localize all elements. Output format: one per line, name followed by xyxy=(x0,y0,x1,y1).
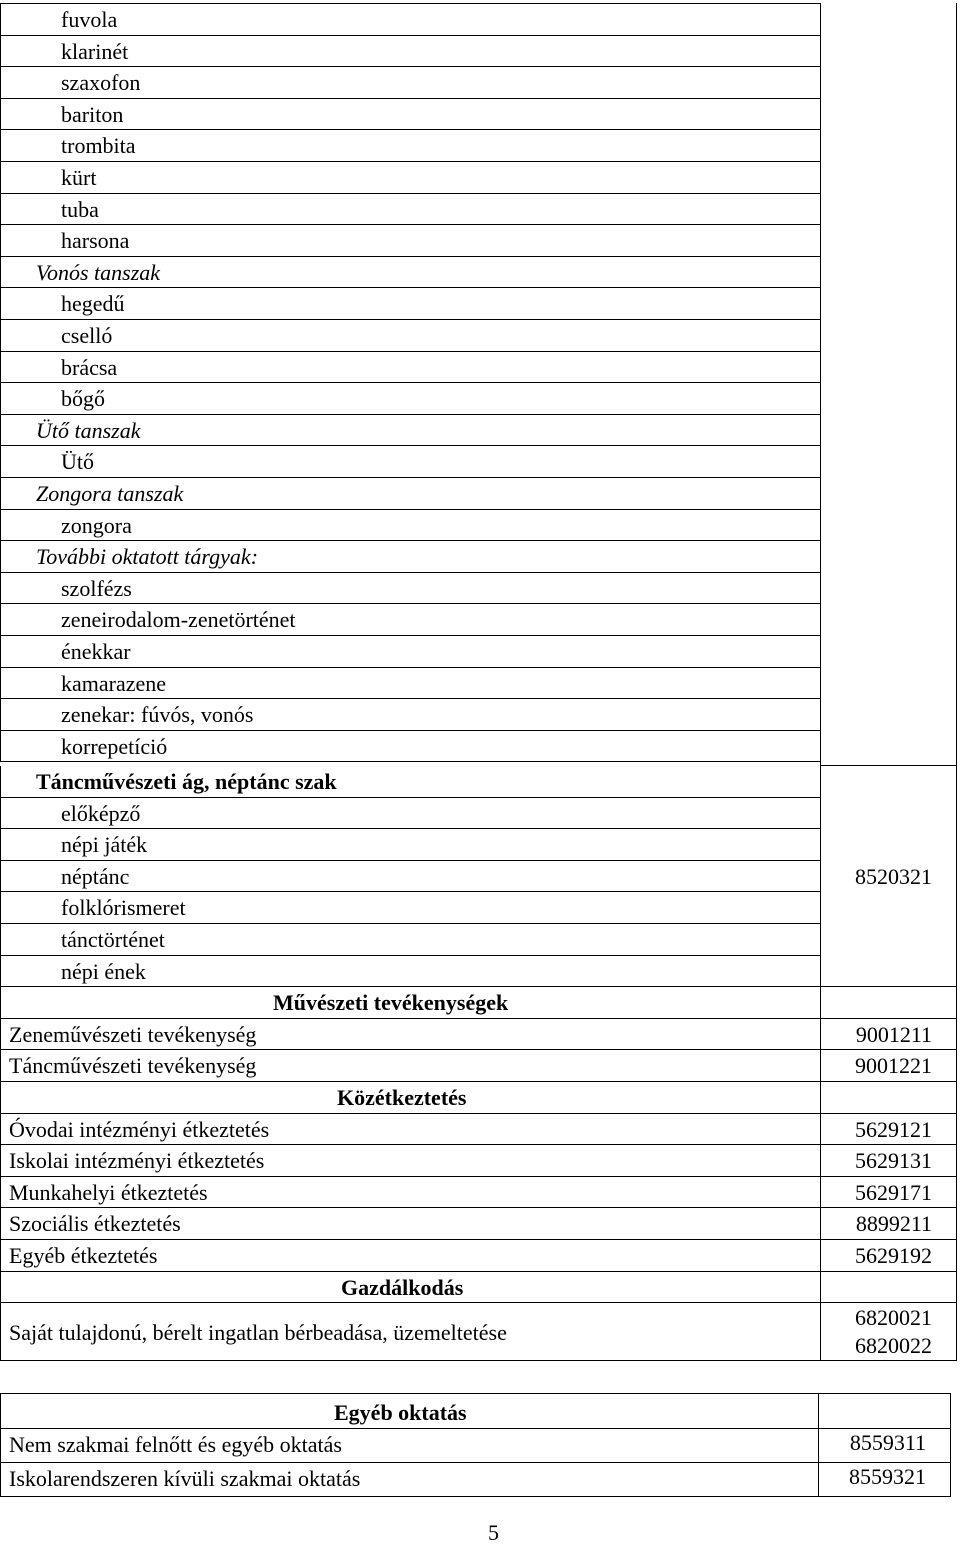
dance-code: 8520321 xyxy=(855,864,932,889)
instrument-row xyxy=(0,225,957,257)
row-code: 9001211 xyxy=(855,1021,932,1047)
instrument-label: szaxofon xyxy=(61,70,141,96)
label-cell xyxy=(0,1145,820,1177)
label-cell xyxy=(0,1272,820,1304)
catering-row xyxy=(0,1177,957,1209)
dance-subject-label: folklórismeret xyxy=(61,895,186,921)
label-cell xyxy=(0,288,820,320)
instrument-row xyxy=(0,320,957,352)
label-cell xyxy=(0,320,820,352)
dance-row xyxy=(0,892,957,924)
arts-row xyxy=(0,1050,957,1082)
label-cell xyxy=(0,1177,820,1209)
label-cell xyxy=(0,478,820,510)
label-cell xyxy=(0,1082,820,1114)
label-cell xyxy=(0,225,820,257)
row-label: Iskolarendszeren kívüli szakmai oktatás xyxy=(9,1466,361,1491)
row-label: Egyéb étkeztetés xyxy=(9,1243,158,1268)
label-cell xyxy=(0,636,820,668)
instrument-row xyxy=(0,194,957,226)
code-cell xyxy=(820,1082,957,1114)
row-label: Munkahelyi étkeztetés xyxy=(9,1179,208,1205)
label-cell xyxy=(0,194,820,226)
label-cell xyxy=(0,446,820,478)
instrument-label: Ütő tanszak xyxy=(36,417,141,443)
table2-header-row xyxy=(0,1393,951,1429)
page-number: 5 xyxy=(488,1520,499,1545)
instrument-row xyxy=(0,415,957,447)
instrument-row xyxy=(0,604,957,636)
dance-row xyxy=(0,861,957,893)
row-code: 6820021 xyxy=(855,1305,932,1331)
instrument-label: zongora xyxy=(61,512,132,538)
label-cell xyxy=(0,1303,820,1361)
instrument-label: korrepetíció xyxy=(61,733,168,759)
instrument-row xyxy=(0,4,957,36)
instrument-row xyxy=(0,257,957,289)
instrument-label: bőgő xyxy=(61,386,105,412)
label-cell xyxy=(0,99,820,131)
label-cell xyxy=(0,1208,820,1240)
label-cell xyxy=(0,1240,820,1272)
row-code: 5629131 xyxy=(855,1148,932,1174)
instrument-label: brácsa xyxy=(61,354,118,380)
management-row xyxy=(0,1303,957,1361)
instrument-label: fuvola xyxy=(61,7,118,32)
label-cell xyxy=(0,892,820,924)
instrument-label: kamarazene xyxy=(61,670,167,696)
dance-row xyxy=(0,798,957,830)
code-cell xyxy=(820,1303,957,1361)
label-cell xyxy=(0,4,820,36)
dance-subject-label: néptánc xyxy=(61,863,130,889)
label-cell xyxy=(0,415,820,447)
instrument-row xyxy=(0,668,957,700)
instrument-row xyxy=(0,510,957,542)
instrument-label: kürt xyxy=(61,165,97,190)
table2-row xyxy=(0,1429,951,1463)
dance-subject-label: előképző xyxy=(61,800,141,826)
instrument-row xyxy=(0,99,957,131)
instrument-label: szolfézs xyxy=(61,575,132,601)
row-code: 8559311 xyxy=(849,1430,926,1455)
label-cell xyxy=(0,861,820,893)
code-cell xyxy=(820,1240,957,1272)
row-label: Iskolai intézményi étkeztetés xyxy=(9,1148,265,1174)
instrument-label: zenekar: fúvós, vonós xyxy=(61,702,254,728)
code-cell xyxy=(818,1463,951,1497)
management-header-row xyxy=(0,1272,957,1304)
instrument-label: zeneirodalom-zenetörténet xyxy=(61,607,296,633)
section-header: Művészeti tevékenységek xyxy=(273,990,509,1016)
row-label: Saját tulajdonú, bérelt ingatlan bérbeadása, üzemeltetése xyxy=(9,1320,507,1346)
instrument-row xyxy=(0,446,957,478)
instrument-label: tuba xyxy=(61,196,99,222)
label-cell xyxy=(0,257,820,289)
row-label: Táncművészeti tevékenység xyxy=(9,1053,257,1079)
instrument-row xyxy=(0,130,957,162)
catering-row xyxy=(0,1208,957,1240)
instrument-row xyxy=(0,541,957,573)
label-cell xyxy=(0,383,820,415)
instrument-row xyxy=(0,699,957,731)
instrument-label: Zongora tanszak xyxy=(36,481,184,506)
dance-row xyxy=(0,924,957,956)
dance-code-cell xyxy=(820,766,957,987)
row-label: Óvodai intézményi étkeztetés xyxy=(9,1116,270,1142)
dance-row xyxy=(0,956,957,988)
code-cell xyxy=(818,1393,951,1429)
instrument-label: harsona xyxy=(61,228,130,254)
dance-subject-label: népi játék xyxy=(61,832,148,858)
catering-row xyxy=(0,1240,957,1272)
instrument-label: klarinét xyxy=(61,38,129,64)
label-cell xyxy=(0,798,820,830)
label-cell xyxy=(0,1019,820,1051)
instrument-label: Vonós tanszak xyxy=(36,259,161,285)
label-cell xyxy=(0,987,820,1019)
instrument-row xyxy=(0,478,957,510)
code-cell xyxy=(820,987,957,1019)
row-code: 5629192 xyxy=(855,1243,932,1268)
row-code: 8559321 xyxy=(849,1464,926,1489)
instrument-row xyxy=(0,162,957,194)
row-label: Zeneművészeti tevékenység xyxy=(9,1021,257,1047)
instrument-row xyxy=(0,352,957,384)
catering-row xyxy=(0,1145,957,1177)
row-code: 6820022 xyxy=(855,1333,932,1359)
label-cell xyxy=(0,67,820,99)
instrument-label: trombita xyxy=(61,133,136,159)
label-cell xyxy=(0,1463,818,1497)
code-cell xyxy=(820,1019,957,1051)
section-header: Gazdálkodás xyxy=(341,1274,464,1300)
label-cell xyxy=(0,130,820,162)
section-header: Egyéb oktatás xyxy=(334,1400,467,1425)
dance-subject-label: népi ének xyxy=(61,958,146,984)
row-code: 5629171 xyxy=(855,1179,932,1205)
instrument-row xyxy=(0,636,957,668)
instrument-row xyxy=(0,731,957,763)
code-cell xyxy=(820,1272,957,1304)
row-code: 9001221 xyxy=(855,1053,932,1079)
code-cell xyxy=(820,1177,957,1209)
label-cell xyxy=(0,352,820,384)
dance-header-row xyxy=(0,766,957,798)
arts-row xyxy=(0,1019,957,1051)
label-cell xyxy=(0,36,820,68)
row-code: 5629121 xyxy=(855,1116,932,1142)
instrument-label: Ütő xyxy=(61,449,94,475)
code-cell xyxy=(820,1145,957,1177)
label-cell xyxy=(0,956,820,988)
label-cell xyxy=(0,162,820,194)
dance-row xyxy=(0,829,957,861)
code-cell xyxy=(820,1208,957,1240)
label-cell xyxy=(0,1429,818,1463)
label-cell xyxy=(0,573,820,605)
label-cell xyxy=(0,668,820,700)
label-cell xyxy=(0,924,820,956)
dance-section-header: Táncművészeti ág, néptánc szak xyxy=(36,769,337,794)
label-cell xyxy=(0,699,820,731)
instrument-label: hegedű xyxy=(61,291,125,317)
code-cell xyxy=(820,1050,957,1082)
instrument-label: cselló xyxy=(61,323,113,348)
catering-row xyxy=(0,1114,957,1146)
code-cell-merged xyxy=(820,3,957,766)
label-cell xyxy=(0,1114,820,1146)
instrument-row xyxy=(0,383,957,415)
instrument-label: énekkar xyxy=(61,639,131,664)
label-cell xyxy=(0,541,820,573)
catering-header-row xyxy=(0,1082,957,1114)
label-cell xyxy=(0,731,820,763)
instrument-row xyxy=(0,288,957,320)
label-cell xyxy=(0,1050,820,1082)
label-cell xyxy=(0,510,820,542)
arts-header-row xyxy=(0,987,957,1019)
instrument-row xyxy=(0,67,957,99)
row-label: Nem szakmai felnőtt és egyéb oktatás xyxy=(9,1432,342,1457)
dance-subject-label: tánctörténet xyxy=(61,927,165,952)
instrument-label: További oktatott tárgyak: xyxy=(36,544,259,570)
table2-row xyxy=(0,1463,951,1497)
instrument-row xyxy=(0,573,957,605)
code-cell xyxy=(818,1429,951,1463)
label-cell xyxy=(0,829,820,861)
section-header: Közétkeztetés xyxy=(337,1085,467,1110)
row-code: 8899211 xyxy=(855,1211,932,1237)
label-cell xyxy=(0,1393,818,1429)
label-cell xyxy=(0,766,820,798)
instrument-row xyxy=(0,36,957,68)
instrument-label: bariton xyxy=(61,101,124,127)
row-label: Szociális étkeztetés xyxy=(9,1211,181,1237)
label-cell xyxy=(0,604,820,636)
code-cell xyxy=(820,1114,957,1146)
